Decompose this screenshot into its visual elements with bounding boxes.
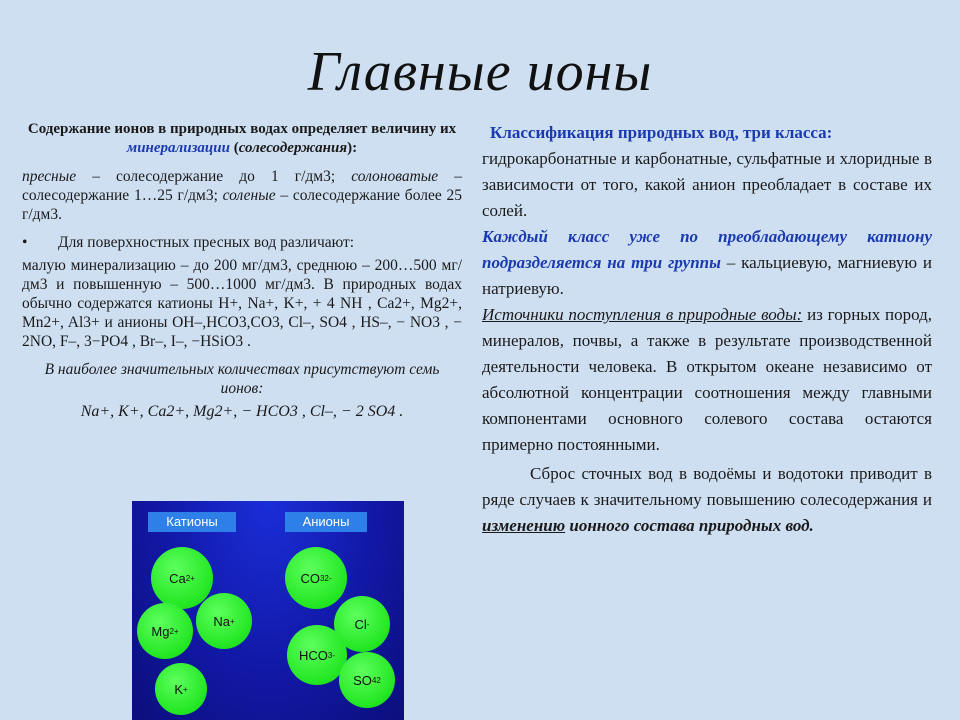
intro-paragraph — [22, 120, 462, 158]
anions-label: Анионы — [285, 512, 367, 532]
salt-content-term: солесодержания — [238, 140, 348, 156]
discharge-change: изменению — [482, 516, 566, 535]
salty-term: соленые — [222, 187, 276, 204]
intro-text: Содержание ионов в природных водах определяет величину их — [27, 121, 457, 137]
ion-mg-base: Mg — [151, 623, 170, 639]
ion-co3-index: 3 — [319, 573, 325, 583]
ion-k — [155, 663, 207, 715]
ion-cl-base: Cl — [354, 616, 367, 632]
ion-so4-charge: 2 — [376, 675, 381, 685]
each-class-text: Каждый класс уже по преобладающему катиону подразделяется на три группы — [482, 227, 932, 272]
ion-co3-charge: 2- — [324, 573, 332, 583]
ion-ca — [151, 547, 213, 609]
ion-k-base: K — [174, 681, 183, 697]
mineralization-paragraph: малую минерализацию – до 200 мг/дм3, среднюю – 200…500 мг/дм3 и повышенную – 500…1000 мг/дм3. В природных водах обычно содержатся катионы H+, Na+, K+, + 4 NH , Ca2+, Mg2+, Mn2+, Al3+ и анионы OH–,HCO3,CO3, Cl–, SO4 , HS–, − NO3 , − 2NO, F–, 3−PO4 , Br–, I–, −HSiO3 . — [22, 257, 462, 350]
ion-ca-base: Ca — [169, 570, 186, 586]
brackish-text: – солесодержание 1…25 г/дм3; — [22, 168, 462, 204]
water-types-paragraph — [22, 167, 462, 224]
discharge-paragraph — [482, 461, 932, 539]
sources-label: Источники поступления в природные воды: — [482, 305, 803, 324]
surface-water-bullet — [22, 233, 462, 252]
salty-text: – солесодержание более 25 г/дм3. — [22, 187, 462, 223]
fresh-text: – солесодержание до 1 г/дм3; — [76, 168, 352, 185]
cation-groups-paragraph — [482, 224, 932, 302]
classification-title: Классификация природных вод, три класса: — [490, 123, 833, 142]
ion-so4-base: SO — [353, 672, 372, 688]
significant-ions-text: В наиболее значительных количествах присутствуют семь ионов: — [44, 361, 440, 397]
ion-co3-base: CO — [300, 570, 320, 586]
discharge-tail: ионного состава природных вод. — [565, 516, 814, 535]
each-class-tail: – кальциевую, магниевую и натриевую. — [482, 253, 932, 298]
ion-na — [196, 593, 252, 649]
bullet-icon: • — [22, 234, 28, 251]
sources-paragraph — [482, 302, 932, 458]
sources-text: из горных пород, минералов, почвы, а также в результате производственной деятельности человека. В открытом океане независимо от абсолютной концентрации соотношения между главными компонентами основного солевого состава остаются примерно постоянными. — [482, 305, 933, 454]
ion-na-base: Na — [213, 613, 230, 629]
brackish-term: солоноватые — [351, 168, 439, 185]
ion-k-charge: + — [183, 684, 188, 694]
ion-co3 — [285, 547, 347, 609]
ion-so4 — [339, 652, 395, 708]
ion-mg-charge: 2+ — [169, 626, 179, 636]
ion-hco3-base: HCO — [298, 647, 328, 663]
ions-diagram — [132, 501, 404, 720]
ion-cl-charge: - — [366, 619, 370, 629]
ion-hco3-index: 3 — [327, 650, 333, 660]
ion-ca-charge: 2+ — [185, 573, 195, 583]
discharge-text: Сброс сточных вод в водоёмы и водотоки приводит в ряде случаев к значительному повышению солесодержания и — [482, 464, 932, 509]
cations-label: Катионы — [148, 512, 236, 532]
ion-hco3 — [287, 625, 347, 685]
right-column — [482, 120, 932, 539]
left-column — [22, 120, 462, 421]
intro-paren: ( — [229, 140, 239, 156]
slide-title: Главные ионы — [307, 41, 653, 103]
ion-hco3-charge: - — [332, 650, 335, 660]
fresh-term: пресные — [22, 168, 77, 185]
intro-close: ): — [347, 140, 358, 156]
classification-text: гидрокарбонатные и карбонатные, сульфатные и хлоридные в зависимости от того, какой анион преобладает в составе их солей. — [482, 149, 932, 220]
ion-na-charge: + — [229, 616, 235, 626]
bullet-text: Для поверхностных пресных вод различают: — [58, 234, 355, 251]
seven-ions-list: Na+, K+, Ca2+, Mg2+, − HCO3 , Cl–, − 2 SO4 . — [80, 403, 404, 420]
ion-so4-index: 4 — [371, 675, 377, 685]
mineralization-term: минерализации — [126, 140, 230, 156]
ion-mg — [137, 603, 193, 659]
